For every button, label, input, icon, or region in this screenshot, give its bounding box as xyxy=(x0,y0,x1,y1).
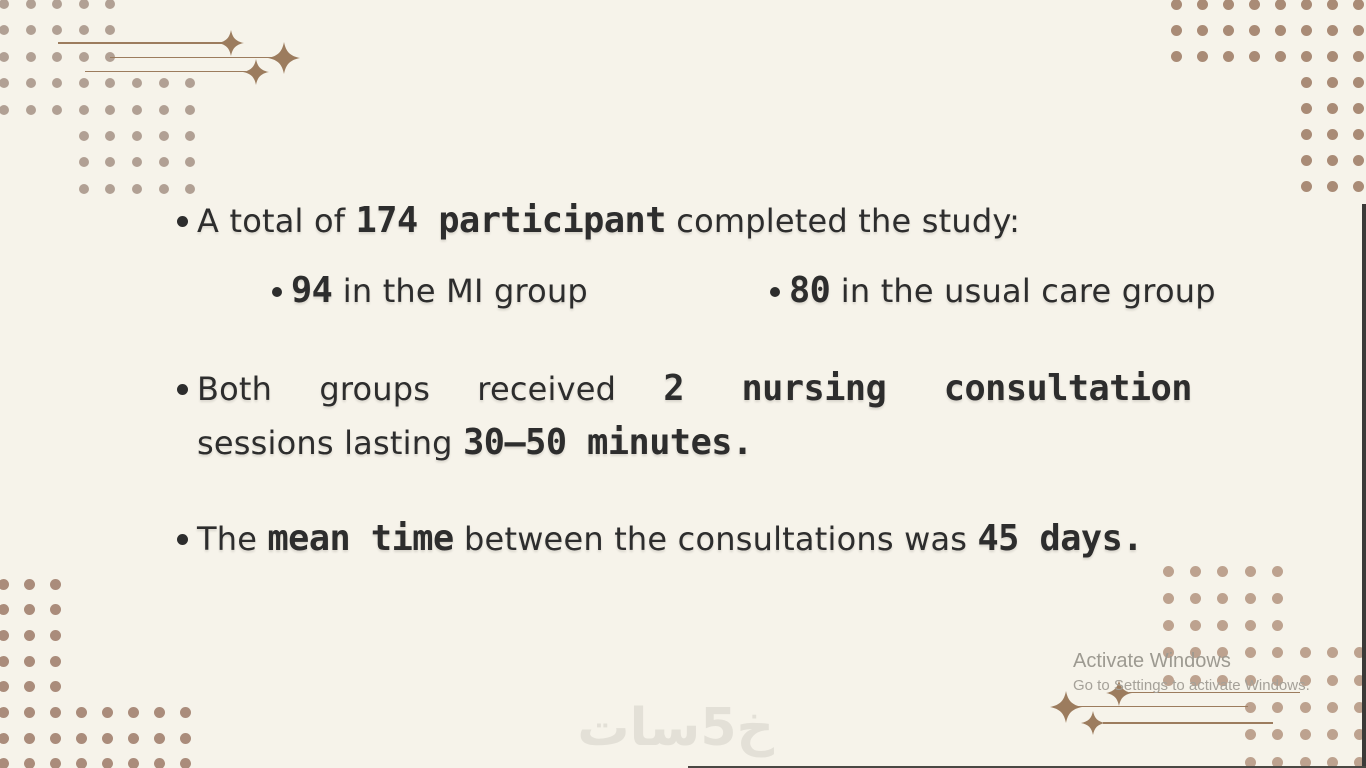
decor-dot xyxy=(159,105,169,115)
decor-dot xyxy=(24,681,35,692)
decor-dot xyxy=(185,78,195,88)
decor-dot xyxy=(50,733,61,744)
bullet-dot-icon xyxy=(177,216,188,227)
decor-dot xyxy=(1223,0,1234,10)
decor-dot xyxy=(159,131,169,141)
decor-dot xyxy=(0,758,9,768)
activate-windows-subtitle: Go to Settings to activate Windows. xyxy=(1073,677,1310,694)
decor-dot xyxy=(1327,702,1338,713)
bullet-text-line1 xyxy=(197,362,1192,416)
decor-dot xyxy=(1223,25,1234,36)
decor-dot xyxy=(1327,51,1338,62)
decor-dot xyxy=(0,604,9,615)
decor-dot xyxy=(0,656,9,667)
activate-windows-watermark xyxy=(1073,649,1310,699)
decor-dot xyxy=(1353,155,1364,166)
decor-dot xyxy=(52,0,62,9)
bullet-item-mean-time xyxy=(177,520,1143,558)
decor-dot xyxy=(1327,103,1338,114)
decor-dot xyxy=(154,758,165,768)
decor-dot xyxy=(76,733,87,744)
decor-sparkle-line xyxy=(58,42,222,44)
decor-dot xyxy=(180,707,191,718)
decor-dot xyxy=(105,184,115,194)
decor-dot xyxy=(1163,566,1174,577)
decor-dot xyxy=(50,758,61,768)
decor-dot xyxy=(1327,155,1338,166)
decor-dot xyxy=(105,25,115,35)
decor-dot xyxy=(132,131,142,141)
decor-dot xyxy=(132,105,142,115)
decor-dot xyxy=(1272,593,1283,604)
decor-dot xyxy=(50,681,61,692)
decor-dot xyxy=(180,758,191,768)
decor-dot xyxy=(1300,729,1311,740)
decor-dot xyxy=(1272,702,1283,713)
decor-dot xyxy=(0,733,9,744)
decor-dot xyxy=(1275,0,1286,10)
khamsat-brand-watermark: خ5سات xyxy=(577,698,774,758)
decor-dot xyxy=(1163,593,1174,604)
decor-dot xyxy=(79,52,89,62)
decor-sparkle-line xyxy=(85,71,246,73)
decor-dot xyxy=(1327,0,1338,10)
emphasis-segment: 30–50 minutes. xyxy=(463,422,753,463)
decor-dot xyxy=(1197,51,1208,62)
decor-dot xyxy=(26,52,36,62)
bullet-dot-icon xyxy=(177,534,188,545)
decor-dot xyxy=(79,78,89,88)
sub-bullet-text xyxy=(291,272,588,310)
text-segment: completed the study: xyxy=(665,202,1021,240)
decor-dot xyxy=(0,681,9,692)
bullet-dot-icon xyxy=(177,384,188,395)
activate-windows-title: Activate Windows xyxy=(1073,650,1231,672)
decor-dot xyxy=(1301,181,1312,192)
decor-dot xyxy=(105,157,115,167)
decor-dot xyxy=(24,604,35,615)
decor-dot xyxy=(50,630,61,641)
decor-dot xyxy=(102,707,113,718)
decor-dot xyxy=(1249,0,1260,10)
text-segment: in the usual care group xyxy=(830,272,1216,310)
decor-dot xyxy=(105,0,115,9)
bullet-dot-icon xyxy=(770,287,780,297)
text-segment: sessions lasting xyxy=(197,424,464,462)
decor-dot xyxy=(1272,729,1283,740)
decor-dot xyxy=(1217,593,1228,604)
decor-dot xyxy=(128,707,139,718)
decor-dot xyxy=(1197,0,1208,10)
sub-bullet-mi-group xyxy=(272,272,588,310)
decor-dot xyxy=(105,105,115,115)
decor-dot xyxy=(105,78,115,88)
decor-dot xyxy=(102,733,113,744)
decor-dot xyxy=(24,733,35,744)
bullet-item-total-participants xyxy=(177,202,1020,240)
text-segment: A total of xyxy=(197,202,356,240)
decor-dot xyxy=(79,184,89,194)
decor-dot xyxy=(0,579,9,590)
decor-dot xyxy=(154,707,165,718)
decor-dot xyxy=(1353,103,1364,114)
decor-dot xyxy=(159,78,169,88)
decor-dot xyxy=(50,579,61,590)
decor-dot xyxy=(1272,620,1283,631)
decor-dot xyxy=(79,25,89,35)
decor-dot xyxy=(24,707,35,718)
decor-dot xyxy=(1190,593,1201,604)
decor-dot xyxy=(79,0,89,9)
decor-dot xyxy=(132,184,142,194)
decor-dot xyxy=(1249,51,1260,62)
decor-dot xyxy=(1327,129,1338,140)
decor-dot xyxy=(1353,77,1364,88)
decor-dot xyxy=(26,0,36,9)
decor-dot xyxy=(1327,729,1338,740)
emphasis-segment: 2 nursing consultation xyxy=(663,368,1192,409)
decor-dot xyxy=(1217,566,1228,577)
decor-dot xyxy=(52,78,62,88)
decor-dot xyxy=(1353,25,1364,36)
decor-dot xyxy=(50,656,61,667)
sub-bullet-usual-care-group xyxy=(770,272,1216,310)
text-segment: between the consultations was xyxy=(453,520,978,558)
sparkle-star-icon xyxy=(243,59,269,85)
text-segment: Both groups received xyxy=(197,370,664,408)
decor-dot xyxy=(1190,566,1201,577)
decor-sparkle-line xyxy=(1076,706,1248,708)
decor-dot xyxy=(1301,51,1312,62)
decor-dot xyxy=(185,184,195,194)
decor-dot xyxy=(0,52,9,62)
decor-dot xyxy=(1245,702,1256,713)
emphasis-segment: 45 days. xyxy=(977,518,1143,559)
emphasis-segment: 94 xyxy=(291,270,333,311)
decor-dot xyxy=(52,25,62,35)
decor-dot xyxy=(1272,566,1283,577)
text-segment: in the MI group xyxy=(332,272,588,310)
decor-dot xyxy=(50,604,61,615)
decor-dot xyxy=(132,78,142,88)
bullet-text-line2 xyxy=(197,416,1192,470)
decor-dot xyxy=(26,78,36,88)
decor-dot xyxy=(1249,25,1260,36)
decor-dot xyxy=(26,105,36,115)
decor-sparkle-line xyxy=(1103,722,1273,724)
decor-dot xyxy=(52,52,62,62)
decor-dot xyxy=(128,758,139,768)
decor-dot xyxy=(1301,77,1312,88)
decor-dot xyxy=(159,157,169,167)
decor-dot xyxy=(76,758,87,768)
decor-dot xyxy=(1327,181,1338,192)
decor-dot xyxy=(102,758,113,768)
screen-edge-artifact-right xyxy=(1362,204,1366,768)
decor-dot xyxy=(1327,25,1338,36)
decor-dot xyxy=(105,131,115,141)
bullet-item-consultation-sessions xyxy=(197,362,1192,470)
sparkle-star-icon xyxy=(268,42,300,74)
decor-dot xyxy=(79,105,89,115)
bullet-text xyxy=(197,520,1143,558)
decor-dot xyxy=(1353,51,1364,62)
decor-dot xyxy=(1171,51,1182,62)
decor-dot xyxy=(0,630,9,641)
decor-dot xyxy=(1275,51,1286,62)
bullet-text xyxy=(197,202,1020,240)
decor-dot xyxy=(0,707,9,718)
emphasis-segment: 80 xyxy=(789,270,831,311)
decor-dot xyxy=(1275,25,1286,36)
sparkle-star-icon xyxy=(1081,711,1105,735)
decor-dot xyxy=(1301,25,1312,36)
decor-dot xyxy=(1353,0,1364,10)
decor-dot xyxy=(128,733,139,744)
decor-dot xyxy=(1353,181,1364,192)
decor-dot xyxy=(0,78,9,88)
decor-dot xyxy=(154,733,165,744)
decor-dot xyxy=(26,25,36,35)
sub-bullet-text xyxy=(789,272,1216,310)
decor-dot xyxy=(1223,51,1234,62)
decor-dot xyxy=(1327,675,1338,686)
decor-dot xyxy=(76,707,87,718)
decor-dot xyxy=(1245,593,1256,604)
decor-dot xyxy=(1163,620,1174,631)
decor-dot xyxy=(0,25,9,35)
decor-dot xyxy=(1245,566,1256,577)
decor-dot xyxy=(159,184,169,194)
decor-dot xyxy=(24,579,35,590)
decor-dot xyxy=(0,0,9,9)
decor-dot xyxy=(1171,0,1182,10)
decor-dot xyxy=(1353,129,1364,140)
decor-dot xyxy=(1301,155,1312,166)
decor-dot xyxy=(1245,729,1256,740)
emphasis-segment: mean time xyxy=(267,518,454,559)
decor-dot xyxy=(0,105,9,115)
decor-dot xyxy=(1171,25,1182,36)
decor-dot xyxy=(1327,647,1338,658)
sparkle-star-icon xyxy=(218,30,244,56)
decor-dot xyxy=(1197,25,1208,36)
bullet-dot-icon xyxy=(272,287,282,297)
decor-dot xyxy=(79,131,89,141)
decor-dot xyxy=(1190,620,1201,631)
decor-dot xyxy=(180,733,191,744)
decor-dot xyxy=(1300,702,1311,713)
decor-dot xyxy=(24,758,35,768)
decor-dot xyxy=(132,157,142,167)
decor-dot xyxy=(185,157,195,167)
decor-dot xyxy=(1301,103,1312,114)
decor-dot xyxy=(24,656,35,667)
text-segment: The xyxy=(197,520,268,558)
decor-dot xyxy=(50,707,61,718)
decor-dot xyxy=(24,630,35,641)
decor-dot xyxy=(1301,0,1312,10)
decor-dot xyxy=(1217,620,1228,631)
decor-dot xyxy=(185,131,195,141)
decor-dot xyxy=(1327,77,1338,88)
decor-dot xyxy=(52,105,62,115)
decor-dot xyxy=(1301,129,1312,140)
decor-dot xyxy=(185,105,195,115)
decor-dot xyxy=(1245,620,1256,631)
emphasis-segment: 174 participant xyxy=(355,200,666,241)
decor-dot xyxy=(79,157,89,167)
